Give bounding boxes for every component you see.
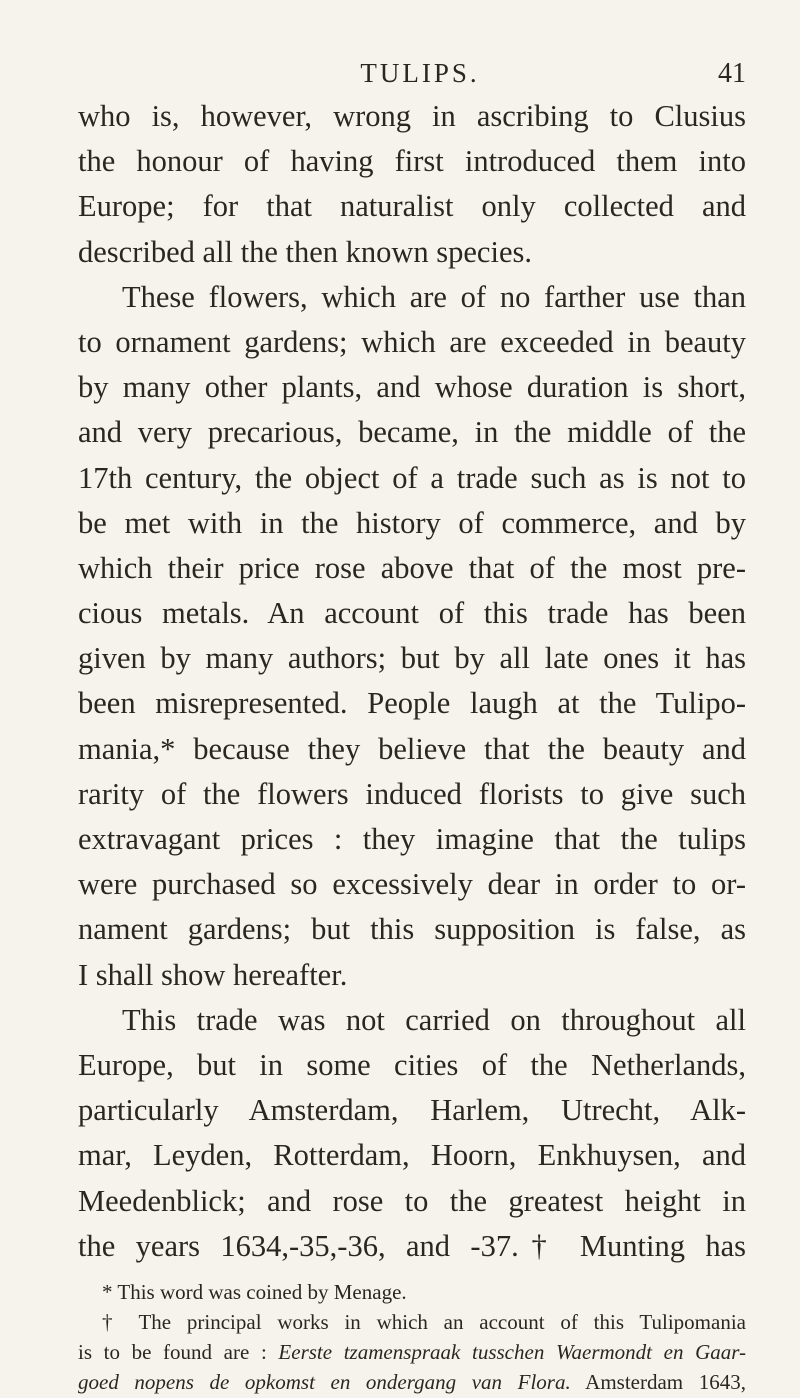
text-line: nament gardens; but this supposition is false, as [78, 912, 746, 947]
text-line: which their price rose above that of the most pre- [78, 550, 746, 585]
footnote-line: † The principal works in which an account of this Tulipomania [102, 1310, 746, 1334]
body-text [78, 94, 746, 1269]
text-line: given by many authors; but by all late ones it has [78, 641, 746, 676]
text-line: mar, Leyden, Rotterdam, Hoorn, Enkhuysen, and [78, 1138, 746, 1173]
text-line: the honour of having first introduced them into [78, 144, 746, 179]
text-line: Europe, but in some cities of the Netherlands, [78, 1047, 746, 1082]
text-line: the years 1634,-35,-36, and -37.† Munting has [78, 1228, 746, 1263]
text-line: Meedenblick; and rose to the greatest height in [78, 1183, 746, 1218]
text-line: This trade was not carried on throughout all [122, 1002, 746, 1037]
text-line: cious metals. An account of this trade has been [78, 596, 746, 631]
text-line: particularly Amsterdam, Harlem, Utrecht, Alk- [78, 1093, 746, 1128]
running-head [0, 58, 800, 98]
text-line: These flowers, which are of no farther use than [122, 279, 746, 314]
footnote-italic-title: Eerste tzamenspraak tusschen Waermondt en Gaar- [278, 1340, 747, 1364]
text-line: to ornament gardens; which are exceeded in beauty [78, 324, 746, 359]
text-line: described all the then known species. [78, 234, 532, 269]
footnote-line [78, 1337, 746, 1367]
text-line: Europe; for that naturalist only collected and [78, 189, 746, 224]
text-line: rarity of the flowers induced florists to give such [78, 776, 746, 811]
footnote-italic-title: goed nopens de opkomst en ondergang van Flora. [78, 1370, 571, 1394]
text-line: mania,* because they believe that the beauty and [78, 731, 746, 766]
text-line: and very precarious, became, in the middle of the [78, 415, 746, 450]
running-title: TULIPS. [360, 58, 480, 88]
text-line: I shall show hereafter. [78, 957, 348, 992]
footnotes [78, 1277, 746, 1397]
text-line: been misrepresented. People laugh at the Tulipo- [78, 686, 746, 721]
text-line: were purchased so excessively dear in order to or- [78, 867, 746, 902]
text-line: 17th century, the object of a trade such as is not to [78, 460, 746, 495]
text-line: who is, however, wrong in ascribing to Clusius [78, 99, 746, 133]
footnote-line [78, 1367, 746, 1397]
footnote-line: * This word was coined by Menage. [102, 1280, 407, 1304]
text-line: extravagant prices : they imagine that the tulips [78, 822, 746, 856]
text-line: by many other plants, and whose duration is short, [78, 370, 746, 405]
text-line: be met with in the history of commerce, and by [78, 505, 746, 540]
page-number: 41 [718, 58, 746, 89]
footnote-text: is to be found are : [78, 1340, 279, 1364]
footnote-text: Amsterdam 1643, [570, 1370, 746, 1394]
